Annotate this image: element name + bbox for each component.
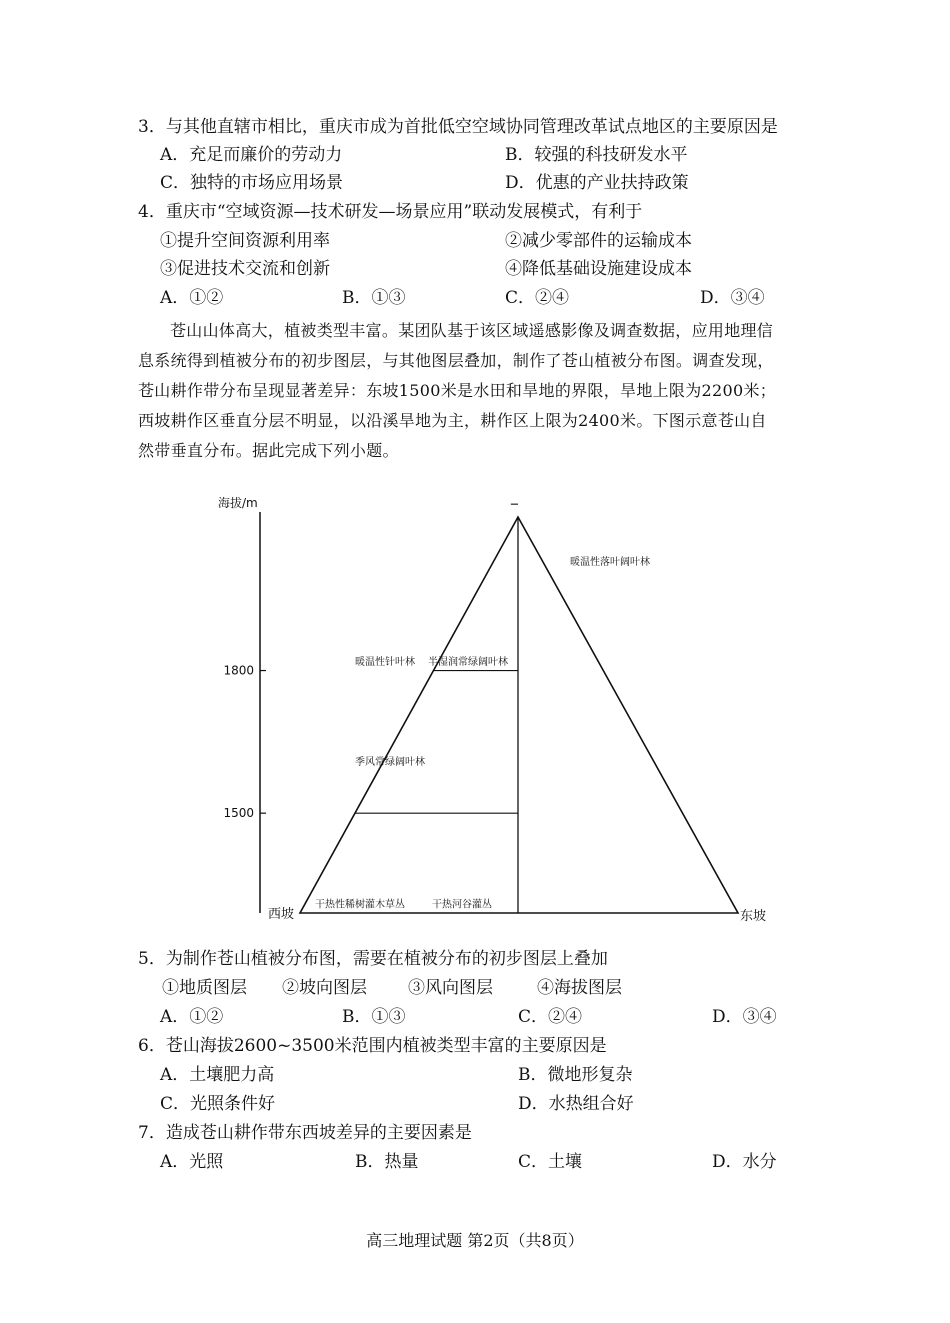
axis-title: 海拔/m (218, 496, 258, 510)
q5-item-1: ①地质图层 (162, 978, 247, 998)
passage (138, 316, 850, 466)
west-slope-label: 西坡 (268, 907, 295, 922)
q5-stem: 5．为制作苍山植被分布图，需要在植被分布的初步图层上叠加 (138, 949, 608, 969)
q3-option-a: A．充足而廉价的劳动力 (160, 145, 343, 165)
q4-item-2: ②减少零部件的运输成本 (505, 231, 692, 251)
q5-option-a: A．①② (160, 1007, 224, 1027)
axis-tick-label: 1500 (223, 806, 254, 821)
passage-line: 苍山耕作带分布呈现显著差异：东坡1500米是水田和旱地的界限，旱地上限为2200米； (138, 381, 777, 400)
q7-option-a: A．光照 (160, 1152, 224, 1172)
vegetation-zone-diagram (200, 490, 780, 930)
q5-option-c: C．②④ (518, 1007, 583, 1027)
east-zone-label: 暖温性落叶阔叶林 (570, 557, 650, 569)
q7-stem: 7．造成苍山耕作带东西坡差异的主要因素是 (138, 1123, 472, 1143)
mountain-triangle (300, 517, 738, 913)
q3-option-b: B．较强的科技研发水平 (505, 145, 688, 165)
q4-option-c: C．②④ (505, 288, 570, 308)
west-zone-label: 干热河谷灌丛 (432, 899, 492, 911)
q7-option-d: D．水分 (712, 1152, 777, 1172)
passage-line: 西坡耕作区垂直分层不明显，以沿溪旱地为主，耕作区上限为2400米。下图示意苍山自 (138, 411, 767, 430)
passage-line: 苍山山体高大，植被类型丰富。某团队基于该区域遥感影像及调查数据，应用地理信 (170, 321, 774, 340)
q5-option-b: B．①③ (342, 1007, 406, 1027)
q3-stem: 3．与其他直辖市相比，重庆市成为首批低空空域协同管理改革试点地区的主要原因是 (138, 117, 778, 137)
west-zone-label: 暖温性针叶林 (355, 657, 415, 669)
west-zone-label: 半湿润常绿阔叶林 (428, 657, 508, 669)
q4-option-a: A．①② (160, 288, 224, 308)
q5-item-4: ④海拔图层 (537, 978, 622, 998)
q6-option-c: C．光照条件好 (160, 1094, 276, 1114)
q5-item-3: ③风向图层 (408, 978, 493, 998)
west-zone-label: 季风常绿阔叶林 (355, 756, 425, 768)
q7-option-c: C．土壤 (518, 1152, 583, 1172)
west-zone-label: 干热性稀树灌木草丛 (315, 899, 405, 911)
q5-item-2: ②坡向图层 (282, 978, 367, 998)
axis-tick-label: 1800 (223, 663, 254, 678)
q4-item-4: ④降低基础设施建设成本 (505, 259, 692, 279)
q4-item-1: ①提升空间资源利用率 (160, 231, 330, 251)
q3-option-c: C．独特的市场应用场景 (160, 173, 344, 193)
page-footer: 高三地理试题 第2页（共8页） (366, 1231, 584, 1250)
q6-option-d: D．水热组合好 (518, 1094, 634, 1114)
q4-option-b: B．①③ (342, 288, 406, 308)
q3-option-d: D．优惠的产业扶持政策 (505, 173, 689, 193)
q6-option-b: B．微地形复杂 (518, 1065, 633, 1085)
q4-item-3: ③促进技术交流和创新 (160, 259, 330, 279)
q6-option-a: A．土壤肥力高 (160, 1065, 275, 1085)
passage-line: 然带垂直分布。据此完成下列小题。 (138, 441, 399, 460)
q6-stem: 6．苍山海拔2600~3500米范围内植被类型丰富的主要原因是 (138, 1036, 607, 1056)
passage-line: 息系统得到植被分布的初步图层，与其他图层叠加，制作了苍山植被分布图。调查发现， (138, 351, 774, 370)
q7-option-b: B．热量 (355, 1152, 419, 1172)
q5-option-d: D．③④ (712, 1007, 777, 1027)
q4-option-d: D．③④ (700, 288, 765, 308)
east-slope-label: 东坡 (740, 909, 767, 924)
q4-stem: 4．重庆市“空域资源—技术研发—场景应用”联动发展模式，有利于 (138, 202, 643, 222)
